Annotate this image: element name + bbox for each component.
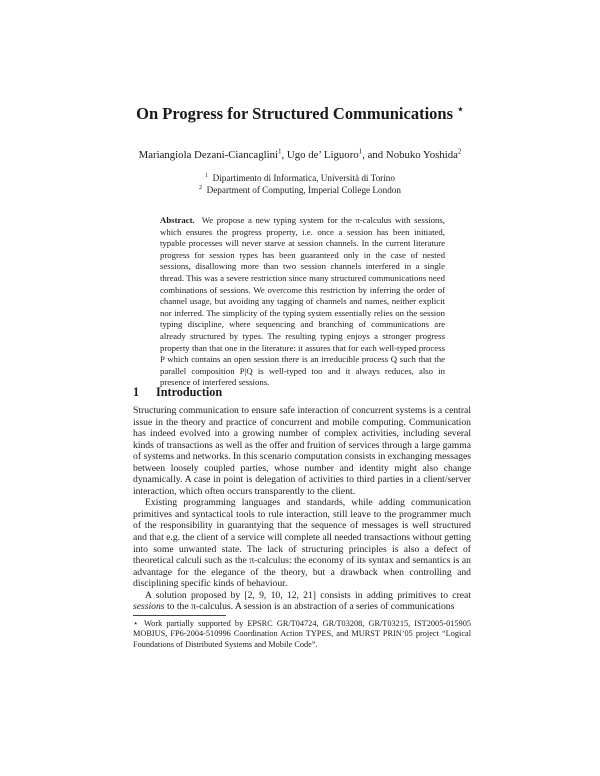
author-name: Ugo de’ Liguoro <box>286 149 359 161</box>
title-footnote-mark: ⋆ <box>457 103 464 116</box>
footnote-divider <box>133 615 226 616</box>
author-affiliation-mark: 1 <box>358 147 363 156</box>
footnote-text: Work partially supported by EPSRC GR/T04724, GR/T03208, GR/T03215, IST2005-015905 MOBIUS, FP6-2004-510996 Coordination Action TYPES, and MURST PRIN’05 project “Logical Foundations of Distributed Systems and Mobile Code”. <box>133 619 471 649</box>
paper-title <box>0 104 600 124</box>
section-heading <box>133 385 473 399</box>
affiliation-item <box>0 184 600 196</box>
body-paragraph <box>133 590 471 613</box>
paragraph-text: to the π-calculus. A session is an abstraction of a series of communications <box>164 601 455 613</box>
abstract-label: Abstract. <box>160 215 195 225</box>
paragraph-text: A solution proposed by [2, 9, 10, 12, 21] consists in adding primitives to creat <box>145 589 471 601</box>
section-number: 1 <box>133 385 140 399</box>
affiliation-list <box>0 172 600 196</box>
footnote <box>133 619 471 650</box>
affiliation-text: Department of Computing, Imperial College London <box>206 185 401 195</box>
body-paragraph: Existing programming languages and standards, while adding communication primitives and syntactical tools to rule interaction, still leave to the programmer much of the responsibility in guarantying that the sequence of messages is well structured and that e.g. the client of a service will complete all needed transactions without getting into some unwanted state. The lack of structuring principles is also a defect of theoretical calculi such as the π-calculus: the economy of its syntax and semantics is an advantage for the elegance of the theory, but a drawback when controlling and disciplining specific kinds of behaviour. <box>133 497 471 590</box>
author-affiliation-mark: 2 <box>457 147 462 156</box>
title-text: On Progress for Structured Communications <box>136 104 454 123</box>
affiliation-number: 2 <box>198 184 202 191</box>
author-name: Mariangiola Dezani-Ciancaglini <box>138 149 278 161</box>
abstract-text: We propose a new typing system for the π-calculus with sessions, which ensures the progress property, i.e. once a session has been initiated, typable processes will never starve at session channels. In the current literature progress for session types has been guaranteed only in the case of nested sessions, disallowing more than two session channels interfered in a single thread. This was a severe restriction since many structured communications need combinations of sessions. We overcome this restriction by inferring the order of channel usage, but avoiding any tagging of channels and names, neither explicit nor inferred. The simplicity of the typing system essentially relies on the session typing discipline, where sequencing and branching of communications are already structured by types. The resulting typing enjoys a stronger progress property than that one in the literature: it assures that for each well-typed process P which contains an open session there is an irreducible process Q such that the parallel composition P|Q is well-typed too and it always reduces, also in presence of interfered sessions. <box>160 215 445 388</box>
section-body <box>133 405 471 613</box>
affiliation-text: Dipartimento di Informatica, Università di Torino <box>212 173 395 183</box>
author-name: and Nobuko Yoshida <box>367 149 458 161</box>
author-list: Mariangiola Dezani-Ciancaglini$^1$, Ugo de’ Liguoro$^1$, and Nobuko Yoshida$^2$ <box>138 147 462 161</box>
body-paragraph: Structuring communication to ensure safe interaction of concurrent systems is a central issue in the theory and practice of concurrent and mobile computing. Communication has indeed evolved into a growing number of complex activities, including several kinds of transactions as well as the offer and fruition of services through a large gamma of systems and networks. In this scenario computation consists in exchanging messages between loosely coupled parties, whose number and identity might also change dynamically. A case in point is delegation of activities to third parties in a client/server interaction, which often occurs transparently to the client. <box>133 405 471 497</box>
author-affiliation-mark: 1 <box>278 147 282 156</box>
section-title: Introduction <box>156 385 223 399</box>
abstract <box>160 215 445 389</box>
affiliation-number: 1 <box>205 172 208 179</box>
footnote-mark: ⋆ <box>133 619 139 628</box>
affiliation-item <box>0 172 600 184</box>
emphasis-term: sessions <box>133 601 165 613</box>
